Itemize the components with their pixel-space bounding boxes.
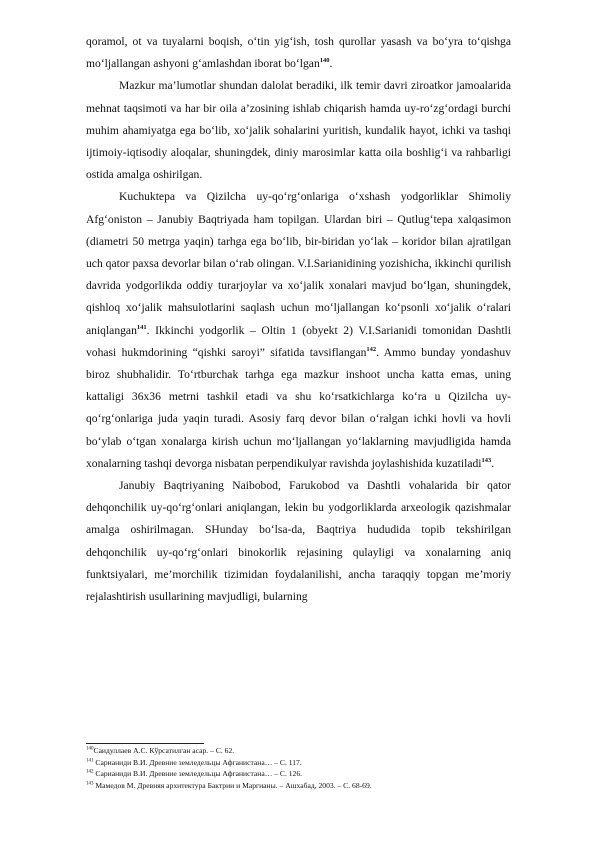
footnote-ref-142: 142: [366, 345, 377, 353]
footnote-ref-141: 141: [136, 323, 147, 331]
paragraph-4: Janubiy Baqtriyaning Naibobod, Farukobod va Dashtli vohalarida bir qator dehqonchilik uy-qo‘rg‘onlari aniqlangan, lekin bu yodgorliklarda arxeologik qazishmalar amalga oshirilmagan. SHunday bo‘lsa-da, Baqtriya hududida topib tekshirilgan dehqonchilik uy-qo‘rg‘onlari binokorlik rejasining qulayligi va xonalarning aniq funktsiyalari, me’morchilik tizimidan foydalanilishi, ancha taraqqiy topgan me’moriy rejalashtirish usullarining mavjudligi, bularning: [86, 479, 511, 604]
footnote-141: [86, 757, 516, 769]
footnote-text: Саидуллаев А.С. Кўрсатилган асар. – С. 62.: [93, 746, 235, 755]
footnote-separator: [86, 743, 204, 744]
footnotes: [86, 745, 516, 791]
footnote-142: [86, 768, 516, 780]
paragraph-1: qoramol, ot va tuyalarni boqish, o‘tin yig‘ish, tosh qurollar yasash va bo‘yra to‘qishga mo‘ljallangan ashyoni g‘amlashdan iborat bo‘lgan$^{140}$.: [86, 35, 511, 71]
footnote-143: [86, 780, 516, 792]
footnote-ref-143: 143: [481, 457, 492, 464]
paragraph-3: Kuchuktepa va Qizilcha uy-qo‘rg‘onlariga o‘xshash yodgorliklar Shimoliy Afg‘oniston – Janubiy Baqtriyada ham topilgan. Ulardan biri – Qutlug‘tepa xalqasimon (diametri 50 metrga yaqin) tarhga ega bo‘lib, bir-biridan yo‘lak – koridor bilan ajratilgan uch qator paxsa devorlar bilan o‘rab olingan. V.I.Sarianidining yozishicha, ikkinchi qurilish davrida yodgorlikda oddiy turarjoylar va xo‘jalik xonalari mavjud bo‘lgan, shuningdek, qishloq xo‘jalik mahsulotlarini saqlash uchun mo‘ljallangan ko‘psonli xo‘jalik o‘ralari aniqlangan$^{141}$. Ikkinchi yodgorlik – Oltin 1 (obyekt 2) V.I.Sarianidi tomonidan Dashtli vohasi hukmdorining “qishki saroyi” sifatida tavsiflangan$^{142}$. Ammo bunday yondashuv biroz shubhalidir. To‘rtburchak tarhga ega mazkur inshoot uncha katta emas, uning kattaligi 36x36 metrni tashkil etadi va shu ko‘rsatkichlarga ko‘ra u Qizilcha uy-qo‘rg‘onlariga juda yaqin turadi. Asosiy farq devor bilan o‘ralgan ichki hovli va hovli bo‘ylab o‘tgan xonalarga kirish uchun mo‘ljallangan yo‘laklarning mavjudligida hamda xonalarning tashqi devorga nisbatan perpendikulyar ravishda joylashishida kuzatiladi$^{143}$.: [86, 190, 511, 470]
footnote-text: Сарианиди В.И. Древние земледельцы Афганистана… – С. 126.: [95, 769, 303, 779]
footnote-text: Мамедов М. Древняя архитектура Бактрии и Маргианы. – Ашхабад, 2003. – С. 68-69.: [95, 780, 372, 790]
footnote-140: [86, 745, 516, 757]
footnote-text: Сарианиди В.И. Древние земледельцы Афганистана… – С. 117.: [95, 757, 302, 767]
footnote-number: 143: [86, 781, 94, 787]
paragraph-2: Mazkur ma’lumotlar shundan dalolat beradiki, ilk temir davri ziroatkor jamoalarida mehnat taqsimoti va har bir oila a’zosining ishlab chiqarish hamda uy-ro‘zg‘ordagi burchi muhim ahamiyatga ega bo‘lib, xo‘jalik sohalarini yuritish, kundalik hayot, ichki va tashqi ijtimoiy-iqtisodiy aloqalar, shuningdek, diniy marosimlar katta oila boshlig‘i va rahbarligi ostida amalga oshirilgan.: [86, 79, 511, 182]
footnote-number: 142: [86, 769, 94, 775]
main-text: [86, 31, 511, 608]
footnote-number: 140: [86, 746, 94, 752]
footnote-number: 141: [86, 758, 94, 764]
footnote-ref-140: 140: [319, 57, 330, 65]
